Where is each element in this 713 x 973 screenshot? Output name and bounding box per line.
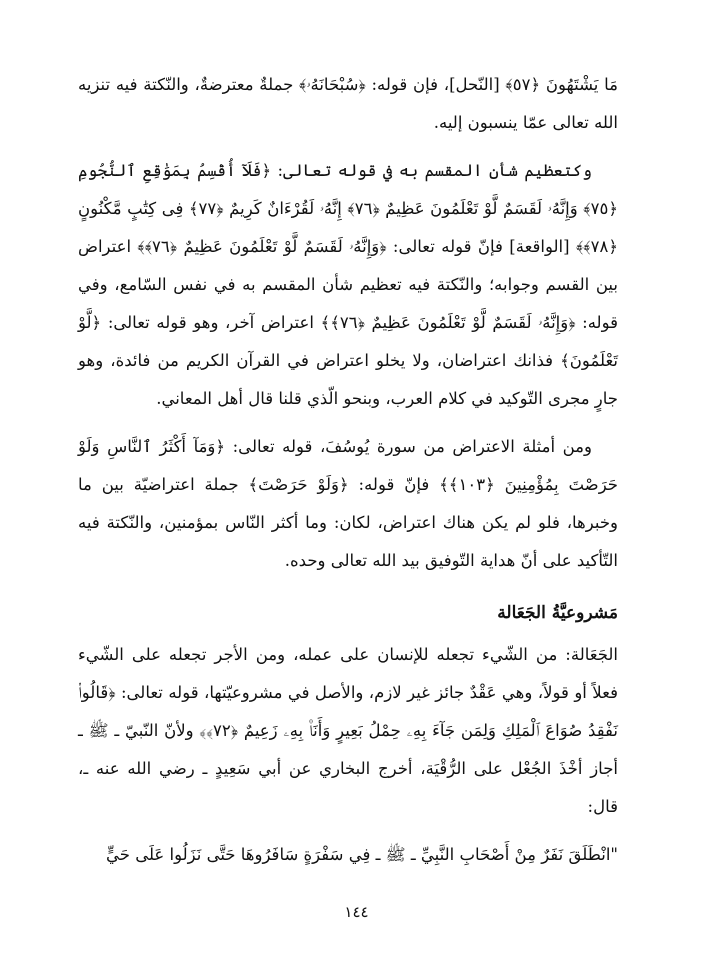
section-heading: مَشروعيَّةُ الجَعَالة	[497, 603, 618, 623]
paragraph-5: "انْطَلَقَ نَفَرٌ مِنْ أَصْحَابِ النَّبِيِّ ـ ﷺ ـ فِي سَفْرَةٍ سَافَرُوهَا حَتَّى نَزَلُوا عَلَى حَيٍّ	[106, 845, 618, 864]
page-number: ١٤٤	[344, 903, 369, 921]
body-text	[78, 66, 618, 884]
paragraph-1: مَا يَشْتَهُونَ ﴿٥٧﴾ [النّحل]، فإن قوله: ﴿سُبْحَانَهُۥ﴾ جملةٌ معترضةٌ، والنّكتة فيه تنزيه الله تعالى عمّا ينسبون إليه.	[78, 75, 618, 132]
paragraph-4: الجَعَالة: من الشّيء تجعله للإنسان على عمله، ومن الأجر تجعله على الشّيء فعلاً أو قولاً، وهي عَقْدٌ جائز غير لازم، والأصل في مشروعيّتها، قوله تعالى: ﴿قَالُوا۟ نَفْقِدُ صُوَاعَ ٱلْمَلِكِ وَلِمَن جَآءَ بِهِۦ حِمْلُ بَعِيرٍ وَأَنَا۠ بِهِۦ زَعِيمٌ ﴿٧٢﴾﴾ ولأنّ النّبيّ ـ ﷺ ـ أجاز أخْذَ الجُعْل على الرُّقْيَة، أخرج البخاري عن أبي سَعِيدٍ ـ رضي الله عنه ـ، قال:	[78, 645, 618, 816]
paragraph-2: وكتعظيم شأن المقسم به في قوله تعالى: ﴿فَلَآ أُقْسِمُ بِمَوَٰقِعِ ٱلنُّجُومِ ﴿٧٥﴾ وَإِنَّهُۥ لَقَسَمٌ لَّوْ تَعْلَمُونَ عَظِيمٌ ﴿٧٦﴾ إِنَّهُۥ لَقُرْءَانٌ كَرِيمٌ ﴿٧٧﴾ فِى كِتَٰبٍ مَّكْنُونٍ ﴿٧٨﴾﴾ [الواقعة] فإنّ قوله تعالى: ﴿وَإِنَّهُۥ لَقَسَمٌ لَّوْ تَعْلَمُونَ عَظِيمٌ ﴿٧٦﴾﴾ اعتراض بين القسم وجوابه؛ والنّكتة فيه تعظيم شأن المقسم به في نفس السّامع، وفي قوله: ﴿وَإِنَّهُۥ لَقَسَمٌ لَّوْ تَعْلَمُونَ عَظِيمٌ ﴿٧٦﴾﴾ اعتراض آخر، وهو قوله تعالى: ﴿لَّوْ تَعْلَمُونَ﴾ فذانك اعتراضان، ولا يخلو اعتراض في القرآن الكريم من فائدة، وهو جارٍ مجرى التّوكيد في كلام العرب، وبنحو الّذي قلنا قال أهل المعاني.	[78, 161, 618, 408]
paragraph-3: ومن أمثلة الاعتراض من سورة يُوسُفَ، قوله تعالى: ﴿وَمَآ أَكْثَرُ ٱلنَّاسِ وَلَوْ حَرَصْتَ بِمُؤْمِنِينَ ﴿١٠٣﴾﴾ فإنّ قوله: ﴿وَلَوْ حَرَصْتَ﴾ جملة اعتراضيّة بين ما وخبرها، فلو لم يكن هناك اعتراض، لكان: وما أكثر النّاس بمؤمنين، والنّكتة فيه التّأكيد على أنّ هداية التّوفيق بيد الله تعالى وحده.	[78, 437, 619, 570]
